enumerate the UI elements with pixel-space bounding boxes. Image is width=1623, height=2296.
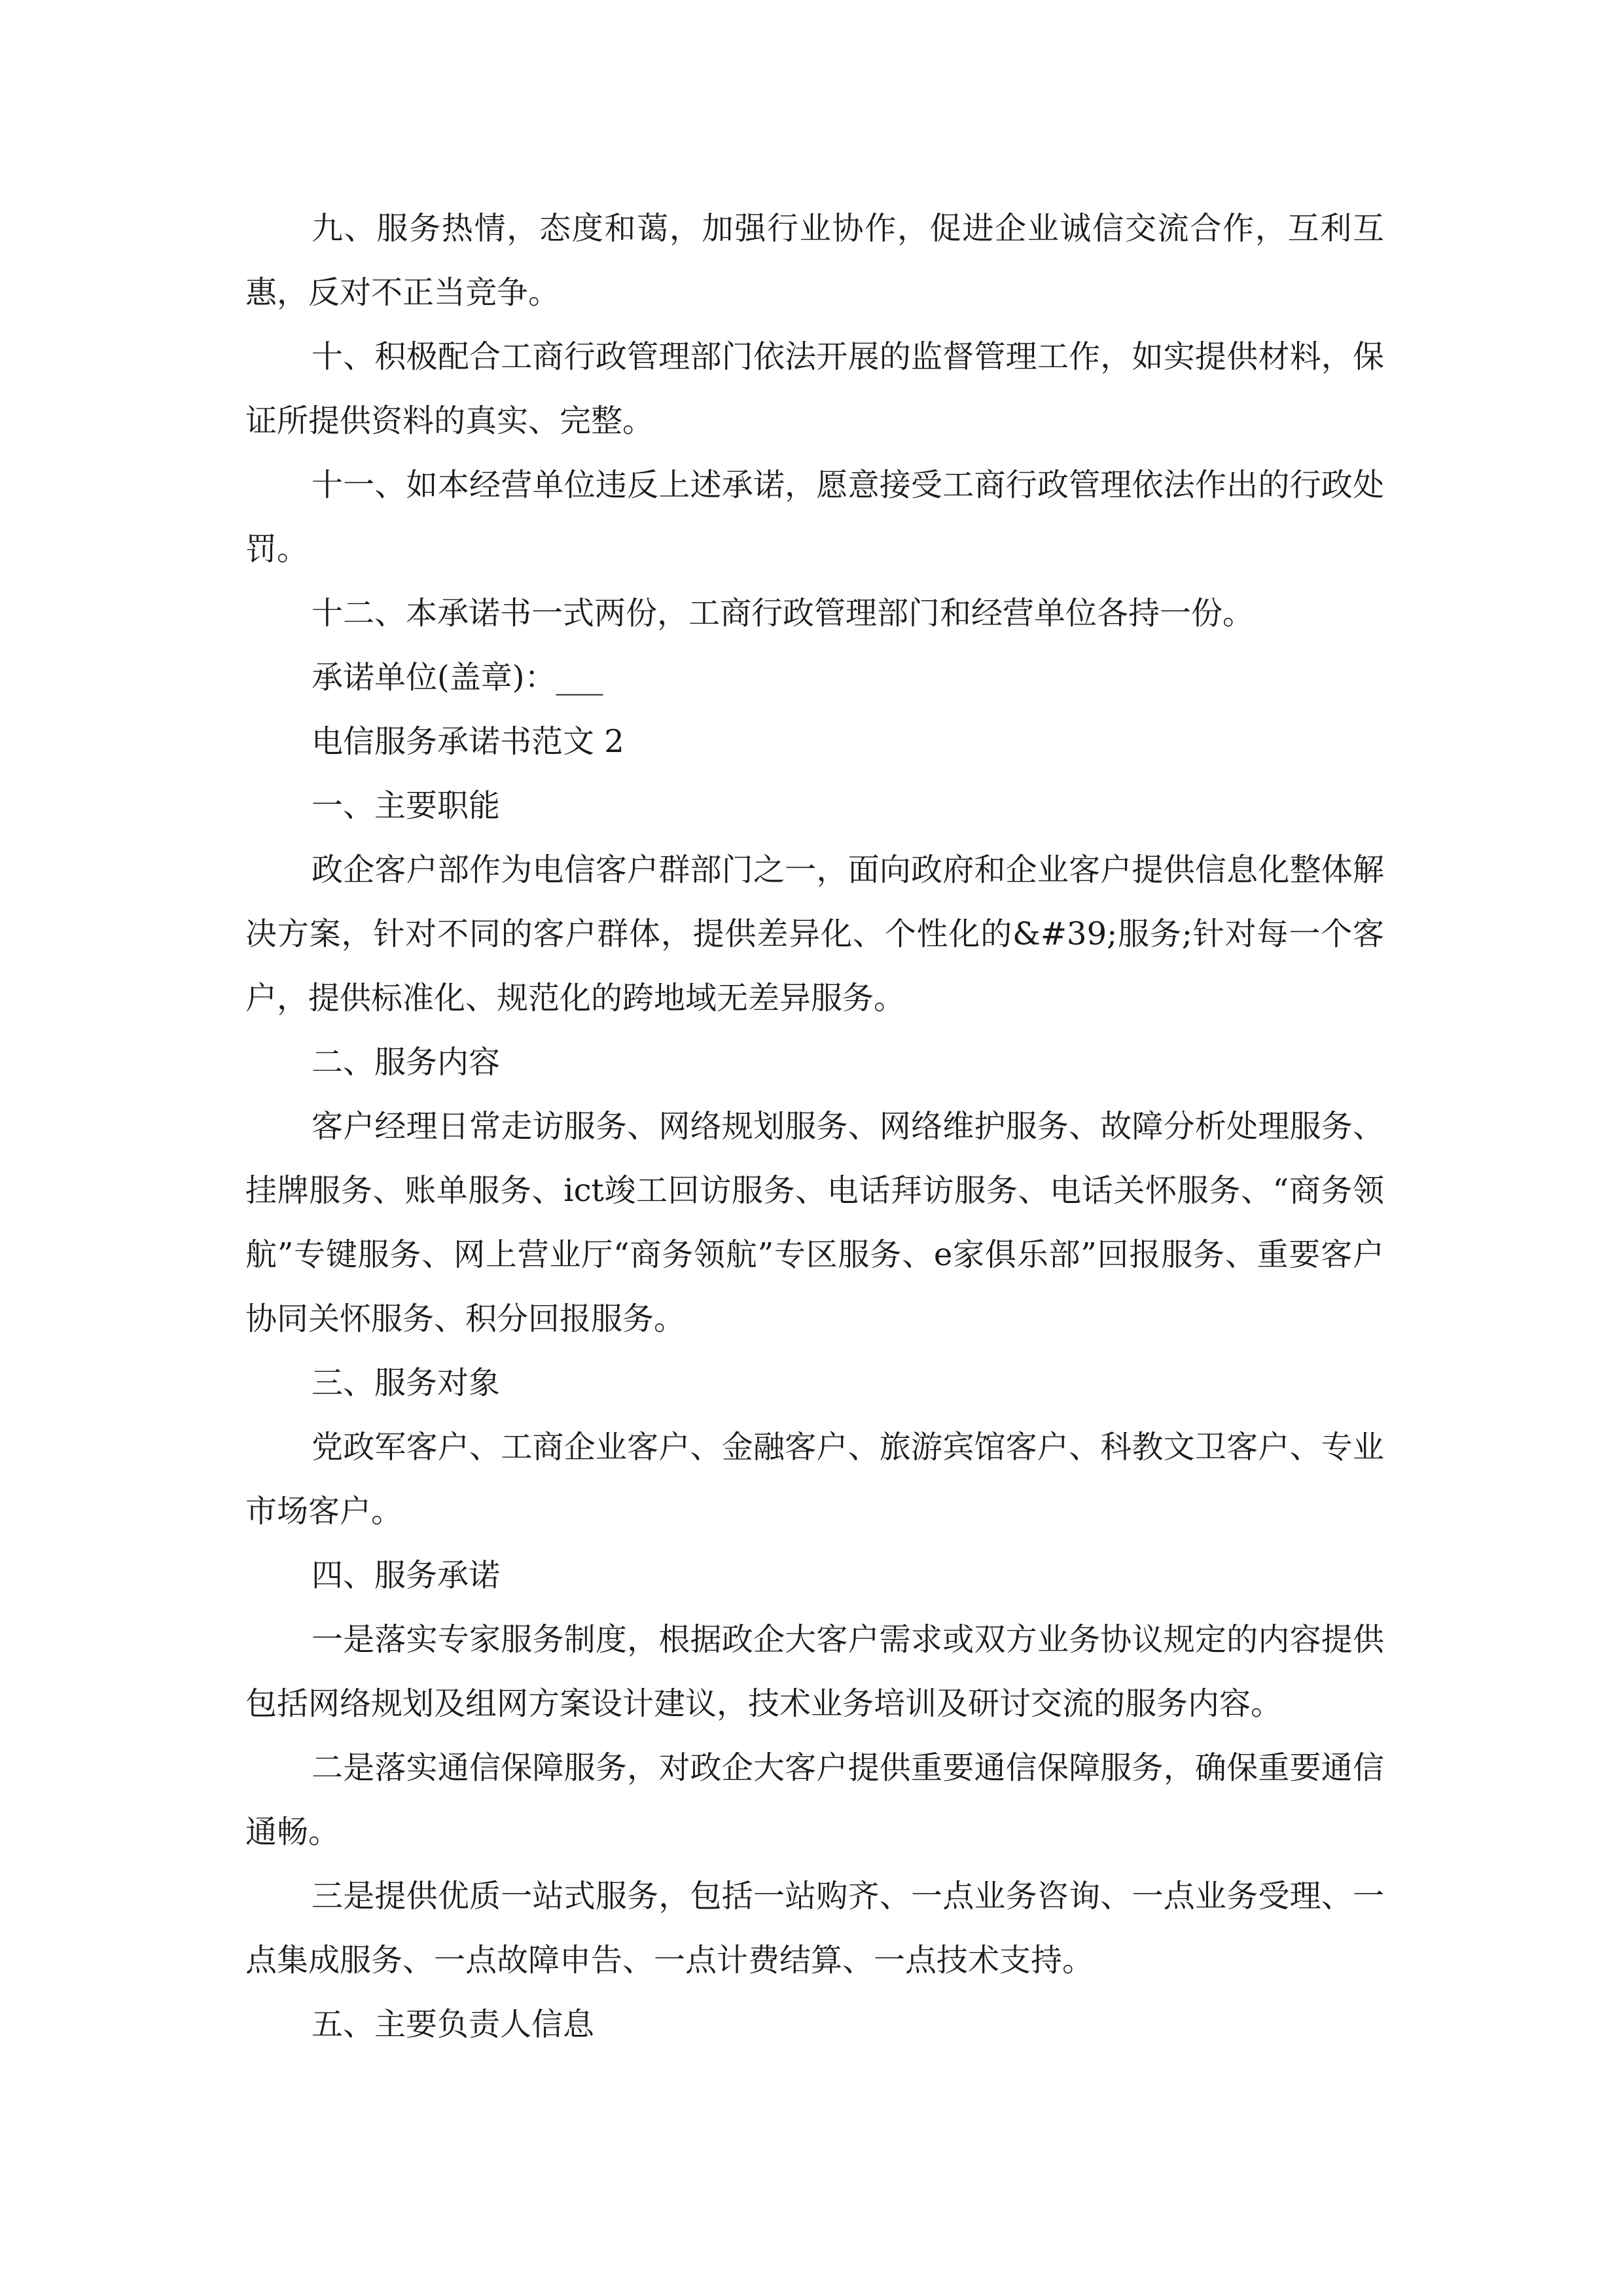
heading-responsible-person: 五、主要负责人信息	[312, 2006, 595, 2043]
document-page	[245, 196, 1384, 2056]
paragraph-main-functions: 政企客户部作为电信客户群部门之一，面向政府和企业客户提供信息化整体解决方案，针对不同的客户群体，提供差异化、个性化的&#39;服务;针对每一个客户，提供标准化、规范化的跨地域无差异服务。	[245, 852, 1384, 1016]
heading-service-commitment: 四、服务承诺	[312, 1557, 501, 1594]
paragraph-commitment-3: 三是提供优质一站式服务，包括一站购齐、一点业务咨询、一点业务受理、一点集成服务、一点故障申告、一点计费结算、一点技术支持。	[245, 1878, 1384, 1979]
paragraph-service-targets: 党政军客户、工商企业客户、金融客户、旅游宾馆客户、科教文卫客户、专业市场客户。	[245, 1429, 1384, 1530]
paragraph-item-9: 九、服务热情，态度和蔼，加强行业协作，促进企业诚信交流合作，互利互惠，反对不正当竞争。	[245, 210, 1384, 311]
heading-service-content: 二、服务内容	[312, 1044, 501, 1081]
signature-line: 承诺单位(盖章)：___	[312, 659, 603, 696]
heading-main-functions: 一、主要职能	[312, 787, 501, 824]
paragraph-item-11: 十一、如本经营单位违反上述承诺，愿意接受工商行政管理依法作出的行政处罚。	[245, 467, 1384, 567]
section-title: 电信服务承诺书范文 2	[312, 723, 624, 760]
paragraph-item-12: 十二、本承诺书一式两份，工商行政管理部门和经营单位各持一份。	[312, 595, 1255, 632]
paragraph-item-10: 十、积极配合工商行政管理部门依法开展的监督管理工作，如实提供材料，保证所提供资料的真实、完整。	[245, 338, 1384, 439]
heading-service-targets: 三、服务对象	[312, 1365, 501, 1401]
paragraph-service-content: 客户经理日常走访服务、网络规划服务、网络维护服务、故障分析处理服务、挂牌服务、账单服务、ict竣工回访服务、电话拜访服务、电话关怀服务、“商务领航”专键服务、网上营业厅“商务领航”专区服务、e家俱乐部”回报服务、重要客户协同关怀服务、积分回报服务。	[245, 1108, 1384, 1337]
paragraph-commitment-2: 二是落实通信保障服务，对政企大客户提供重要通信保障服务，确保重要通信通畅。	[245, 1749, 1384, 1850]
paragraph-commitment-1: 一是落实专家服务制度，根据政企大客户需求或双方业务协议规定的内容提供包括网络规划及组网方案设计建议，技术业务培训及研讨交流的服务内容。	[245, 1621, 1384, 1722]
